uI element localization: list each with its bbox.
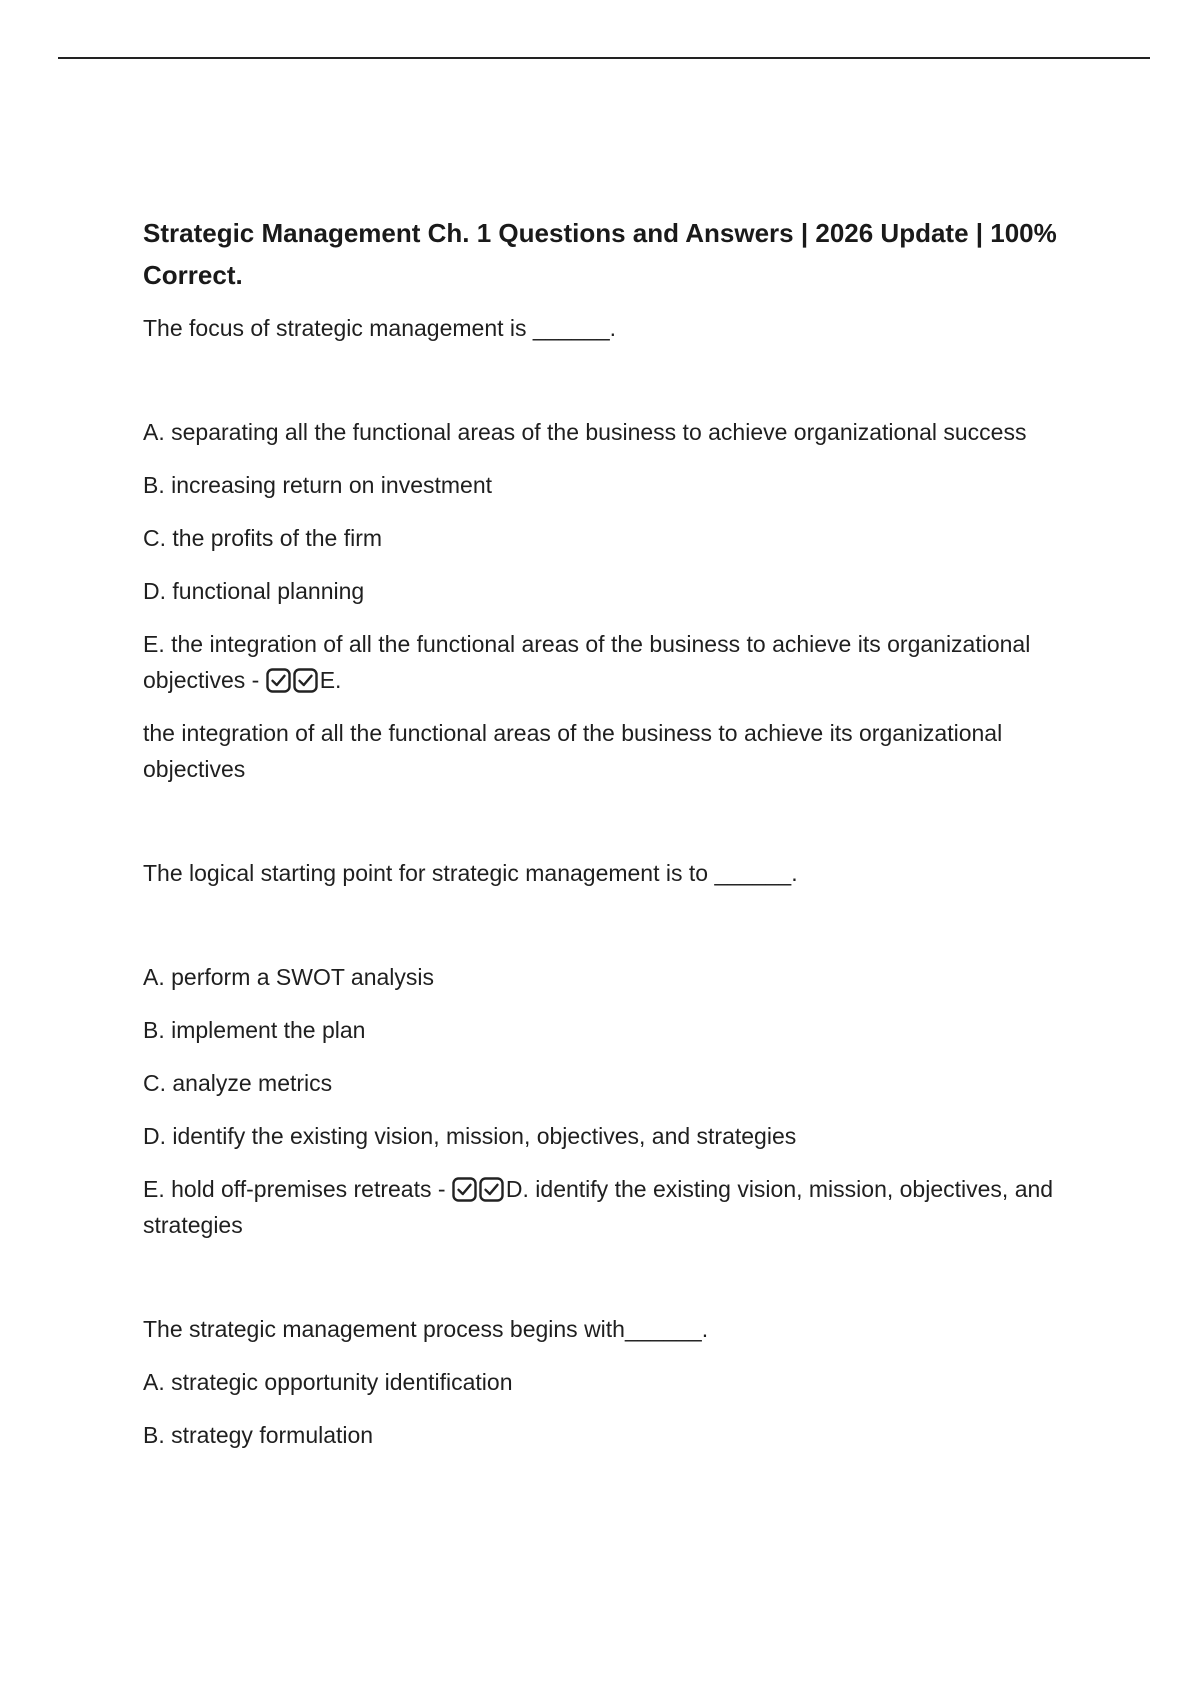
- question-prompt: The focus of strategic management is ______.: [143, 315, 617, 341]
- question-block: [143, 310, 1073, 787]
- question-prompt: The strategic management process begins with______.: [143, 1316, 709, 1342]
- answer-option: A. strategic opportunity identification: [143, 1369, 513, 1395]
- answer-option: B. strategy formulation: [143, 1422, 374, 1448]
- answer-option: D. identify the existing vision, mission, objectives, and strategies: [143, 1123, 797, 1149]
- answer-option-with-key: [143, 626, 1073, 698]
- checkbox-checked-icon: [293, 668, 318, 693]
- answer-option: C. the profits of the firm: [143, 525, 383, 551]
- answer-option-text: E. hold off-premises retreats -: [143, 1176, 452, 1202]
- answer-option: A. separating all the functional areas of the business to achieve organizational success: [143, 419, 1027, 445]
- correct-answer-label: D. identify the existing vision, mission, objectives, and strategies: [143, 1176, 1054, 1238]
- document-body: [143, 212, 1073, 1453]
- answer-option: B. increasing return on investment: [143, 472, 493, 498]
- answer-option-text: E. the integration of all the functional areas of the business to achieve its organizational objectives -: [143, 631, 1031, 693]
- correct-answer-label: E.: [319, 667, 342, 693]
- question-prompt: The logical starting point for strategic management is to ______.: [143, 860, 798, 886]
- answer-option: B. implement the plan: [143, 1017, 366, 1043]
- header-rule: [58, 57, 1150, 59]
- answer-option-with-key: [143, 1171, 1073, 1243]
- checkbox-checked-icon: [479, 1177, 504, 1202]
- checkbox-checked-icon: [266, 668, 291, 693]
- answer-option: C. analyze metrics: [143, 1070, 333, 1096]
- answer-option: A. perform a SWOT analysis: [143, 964, 434, 990]
- checkbox-checked-icon: [452, 1177, 477, 1202]
- correct-answer-text: the integration of all the functional areas of the business to achieve its organizational objectives: [143, 720, 1003, 782]
- answer-option: D. functional planning: [143, 578, 365, 604]
- question-block: [143, 855, 1073, 1243]
- question-block: [143, 1311, 1073, 1453]
- document-title: Strategic Management Ch. 1 Questions and Answers | 2026 Update | 100% Correct.: [143, 218, 1057, 290]
